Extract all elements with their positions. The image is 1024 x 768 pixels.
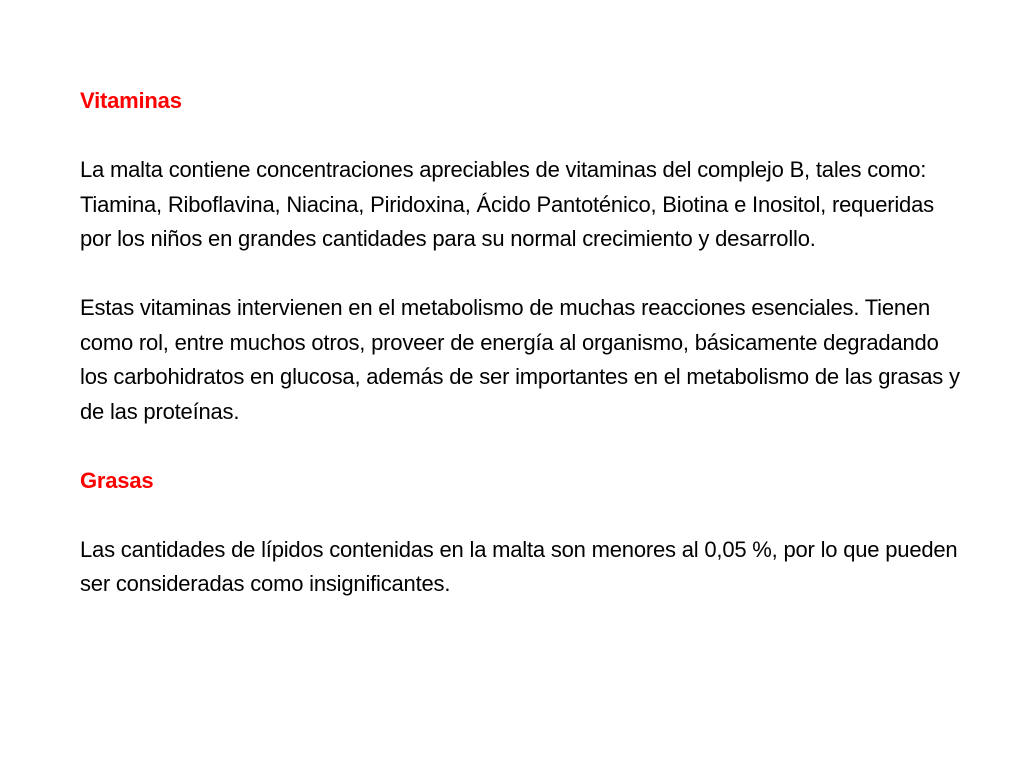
paragraph-grasas-lipidos: Las cantidades de lípidos contenidas en la malta son menores al 0,05 %, por lo que pueden ser consideradas como insignificantes. <box>80 536 958 596</box>
section-heading-vitaminas: Vitaminas <box>80 88 182 113</box>
paragraph-vitaminas-metabolismo: Estas vitaminas intervienen en el metabolismo de muchas reacciones esenciales. Tienen como rol, entre muchos otros, proveer de energía al organismo, básicamente degradando los carbohidratos en glucosa, además de ser importantes en el metabolismo de las grasas y de las proteínas. <box>80 295 960 424</box>
slide-body <box>80 84 960 602</box>
spacer <box>80 429 960 464</box>
spacer <box>80 119 960 154</box>
paragraph-vitaminas-complejo-b: La malta contiene concentraciones apreciables de vitaminas del complejo B, tales como: Tiamina, Riboflavina, Niacina, Piridoxina, Ácido Pantoténico, Biotina e Inositol, requeridas por los niños en grandes cantidades para su normal crecimiento y desarrollo. <box>80 157 934 251</box>
spacer <box>80 257 960 292</box>
spacer <box>80 498 960 533</box>
section-heading-grasas: Grasas <box>80 467 154 493</box>
